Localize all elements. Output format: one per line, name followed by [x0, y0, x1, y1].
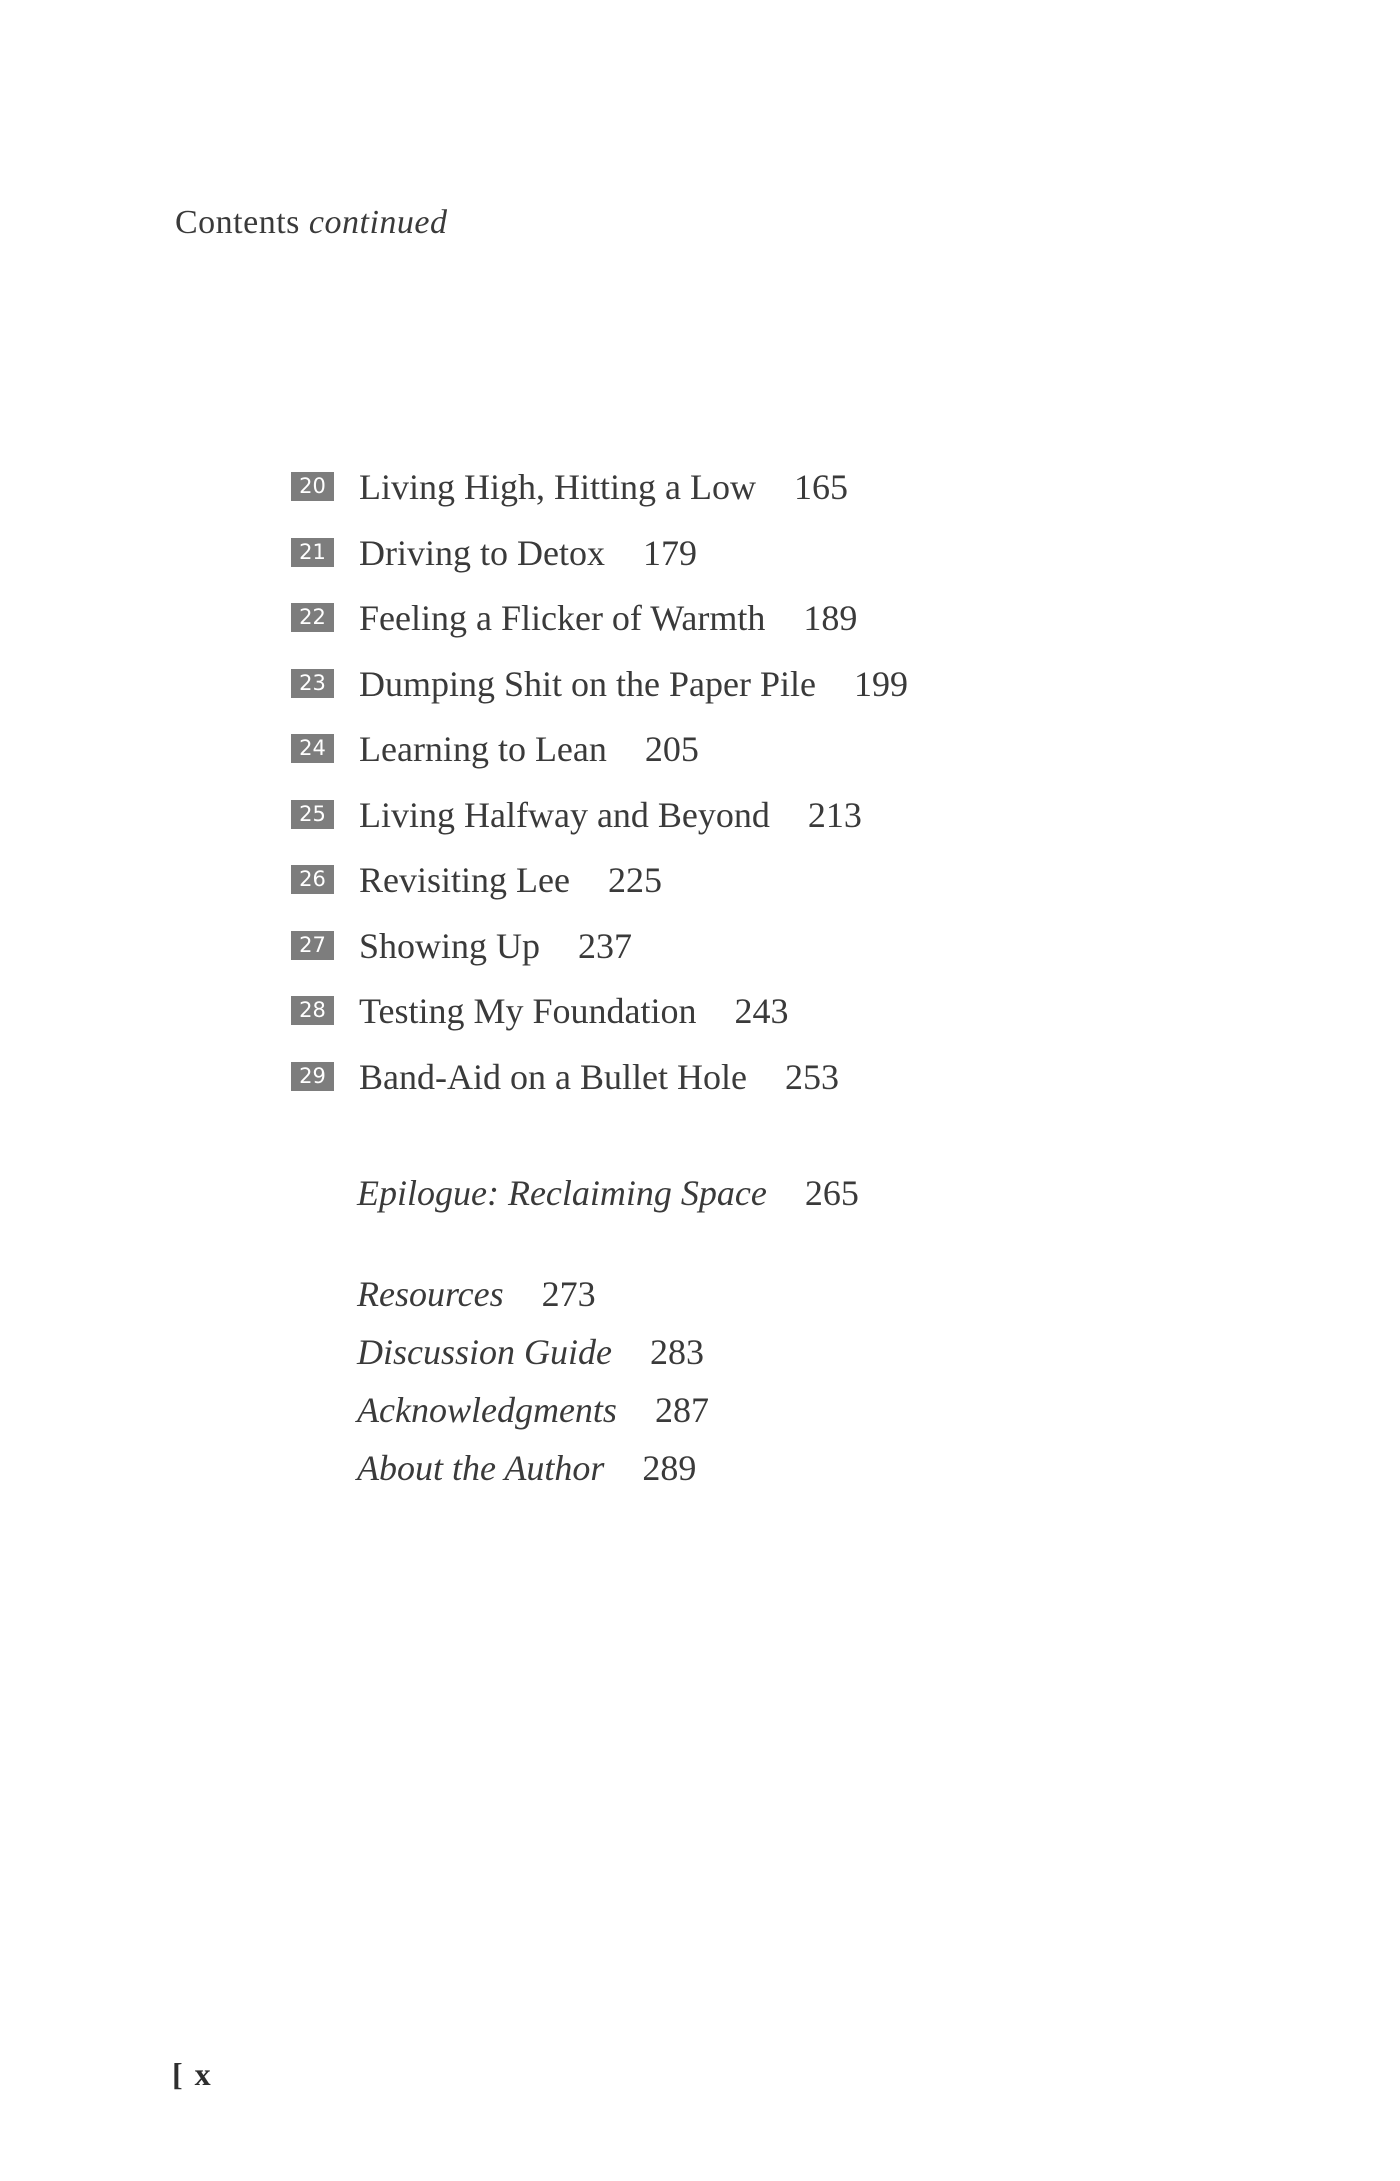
chapter-entry[interactable]: [291, 924, 908, 990]
continued-label: continued: [308, 204, 448, 241]
chapter-title: Band-Aid on a Bullet Hole: [359, 1056, 747, 1097]
back-matter-title: About the Author: [357, 1448, 605, 1488]
epilogue-entry[interactable]: [357, 1171, 859, 1215]
chapter-page-number: 253: [784, 1056, 839, 1097]
chapter-title: Testing My Foundation: [359, 991, 697, 1031]
folio-page-number: x: [194, 2056, 211, 2092]
back-matter-entry[interactable]: [357, 1446, 709, 1504]
chapter-entry[interactable]: [291, 1055, 908, 1121]
chapter-number-badge: 20: [291, 472, 334, 501]
chapter-entry[interactable]: [291, 858, 908, 924]
back-matter-entry[interactable]: [357, 1388, 709, 1446]
chapter-number-badge: 29: [291, 1062, 334, 1091]
chapter-number-badge: 26: [291, 865, 334, 894]
folio-bracket: [: [172, 2056, 183, 2092]
chapter-entry[interactable]: [291, 531, 908, 597]
epilogue-title: Epilogue: Reclaiming Space: [357, 1173, 767, 1213]
chapter-list: [291, 465, 908, 1120]
chapter-title: Living Halfway and Beyond: [359, 794, 770, 835]
back-matter-title: Acknowledgments: [357, 1390, 617, 1430]
chapter-title: Showing Up: [359, 925, 541, 966]
folio: [172, 2056, 211, 2093]
chapter-number-badge: 28: [291, 996, 334, 1025]
chapter-page-number: 243: [734, 991, 789, 1031]
epilogue-section: [357, 1171, 859, 1215]
chapter-entry[interactable]: [291, 989, 908, 1055]
epilogue-page-number: 265: [804, 1173, 859, 1213]
chapter-page-number: 179: [642, 532, 697, 573]
chapter-page-number: 165: [793, 467, 848, 507]
chapter-title: Revisiting Lee: [359, 860, 570, 900]
chapter-title: Dumping Shit on the Paper Pile: [359, 663, 816, 704]
chapter-page-number: 225: [607, 860, 662, 900]
back-matter-title: Discussion Guide: [357, 1332, 612, 1372]
contents-label: Contents: [175, 204, 300, 241]
chapter-number-badge: 24: [291, 734, 334, 763]
chapter-entry[interactable]: [291, 662, 908, 728]
chapter-title: Learning to Lean: [359, 729, 607, 769]
chapter-entry[interactable]: [291, 727, 908, 793]
back-matter-entry[interactable]: [357, 1272, 709, 1330]
back-matter-page-number: 273: [541, 1274, 596, 1314]
chapter-entry[interactable]: [291, 465, 908, 531]
chapter-title: Driving to Detox: [359, 532, 605, 573]
chapter-number-badge: 25: [291, 800, 334, 829]
chapter-page-number: 237: [578, 925, 633, 966]
chapter-page-number: 199: [853, 663, 908, 704]
chapter-number-badge: 21: [291, 538, 334, 567]
chapter-number-badge: 23: [291, 669, 334, 698]
chapter-number-badge: 22: [291, 603, 334, 632]
chapter-page-number: 205: [644, 729, 699, 769]
chapter-title: Living High, Hitting a Low: [359, 467, 756, 507]
contents-header: [175, 204, 447, 242]
back-matter-title: Resources: [357, 1274, 504, 1314]
back-matter-entry[interactable]: [357, 1330, 709, 1388]
chapter-page-number: 213: [807, 794, 862, 835]
chapter-title: Feeling a Flicker of Warmth: [359, 598, 766, 638]
chapter-entry[interactable]: [291, 793, 908, 859]
back-matter-page-number: 287: [654, 1390, 709, 1430]
back-matter-list: [357, 1272, 709, 1504]
chapter-number-badge: 27: [291, 931, 334, 960]
back-matter-page-number: 289: [642, 1448, 697, 1488]
chapter-entry[interactable]: [291, 596, 908, 662]
back-matter-page-number: 283: [650, 1332, 704, 1372]
chapter-page-number: 189: [803, 598, 858, 638]
